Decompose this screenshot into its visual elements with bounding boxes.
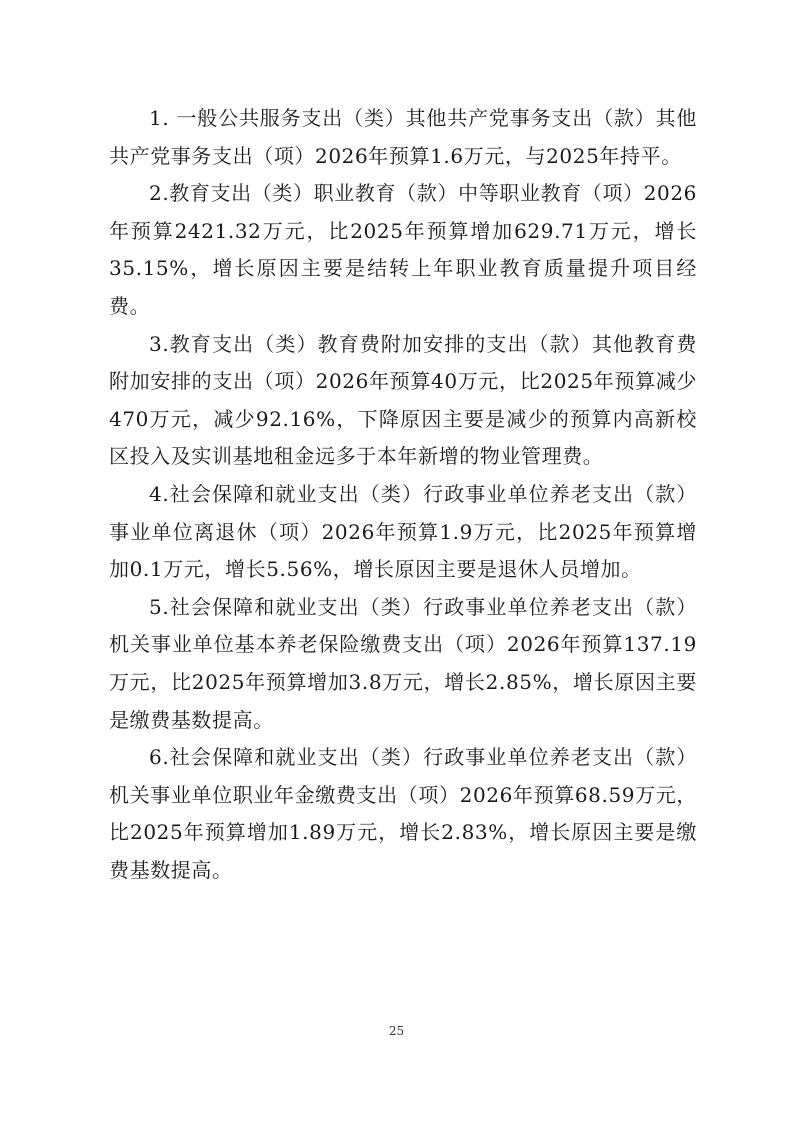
paragraph-5: 5.社会保障和就业支出（类）行政事业单位养老支出（款）机关事业单位基本养老保险缴费支出（项）2026年预算137.19万元，比2025年预算增加3.8万元，增长2.85%，增长原因主要是缴费基数提高。 <box>109 594 697 732</box>
paragraph-1: 1. 一般公共服务支出（类）其他共产党事务支出（款）其他共产党事务支出（项）2026年预算1.6万元，与2025年持平。 <box>109 106 697 168</box>
paragraph-3: 3.教育支出（类）教育费附加安排的支出（款）其他教育费附加安排的支出（项）2026年预算40万元，比2025年预算减少470万元，减少92.16%，下降原因主要是减少的预算内高新校区投入及实训基地租金远多于本年新增的物业管理费。 <box>109 331 697 469</box>
paragraph-2: 2.教育支出（类）职业教育（款）中等职业教育（项）2026年预算2421.32万元，比2025年预算增加629.71万元，增长35.15%，增长原因主要是结转上年职业教育质量提升项目经费。 <box>109 181 697 318</box>
paragraph-6: 6.社会保障和就业支出（类）行政事业单位养老支出（款）机关事业单位职业年金缴费支出（项）2026年预算68.59万元，比2025年预算增加1.89万元，增长2.83%，增长原因主要是缴费基数提高。 <box>109 745 697 882</box>
paragraph-4: 4.社会保障和就业支出（类）行政事业单位养老支出（款）事业单位离退休（项）2026年预算1.9万元，比2025年预算增加0.1万元，增长5.56%，增长原因主要是退休人员增加。 <box>109 481 697 582</box>
page-number: 25 <box>388 1024 405 1038</box>
document-body <box>109 100 697 889</box>
